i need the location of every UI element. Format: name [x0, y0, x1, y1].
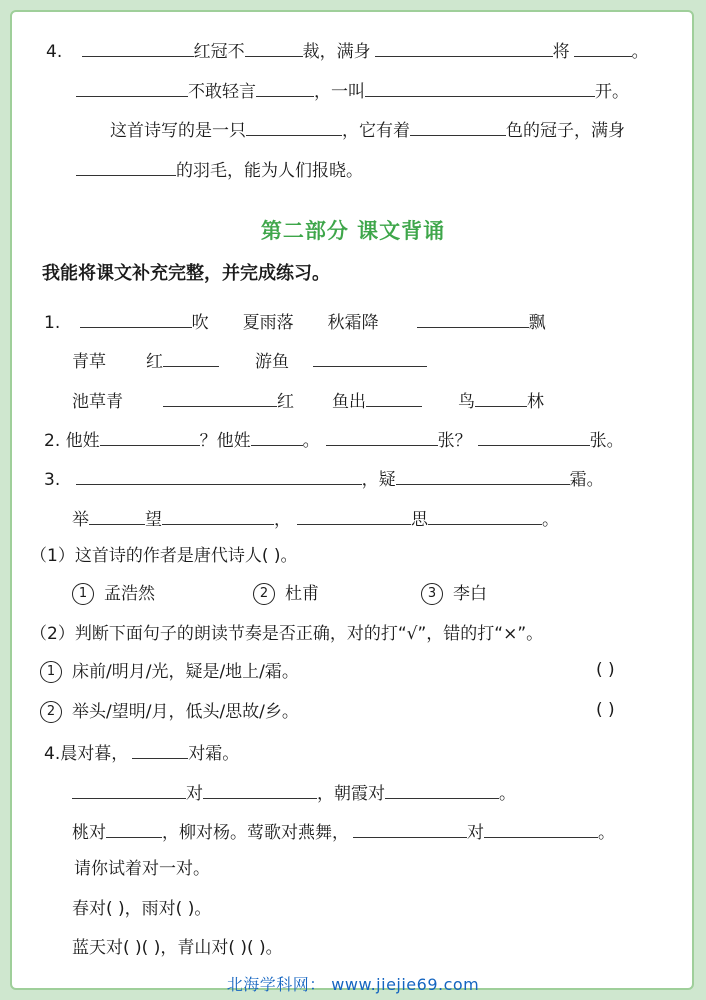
- sub2-label: （2）判断下面句子的朗读节奏是否正确，对的打“√”，错的打“×”。: [30, 624, 544, 644]
- text: 举: [72, 510, 89, 530]
- q2-line: [44, 427, 624, 453]
- text: 。: [302, 431, 320, 451]
- text: 桃对: [72, 823, 106, 843]
- text: 不敢轻言: [188, 82, 256, 102]
- text: 这首诗写的是一只: [110, 121, 246, 141]
- circle-number-icon: 1: [40, 661, 62, 683]
- sub2-item-1: [40, 660, 299, 684]
- question-number: 3.: [44, 470, 61, 490]
- text: 望: [145, 510, 162, 530]
- blank[interactable]: [396, 466, 570, 485]
- text: 对: [186, 784, 203, 804]
- text: 张。: [589, 431, 624, 451]
- text: 色的冠子，满身: [506, 121, 625, 141]
- q3-line1: [44, 466, 604, 492]
- option-a[interactable]: [72, 584, 155, 604]
- text: 秋霜降: [327, 313, 379, 333]
- q3-line2: [72, 506, 559, 532]
- text: 对: [467, 823, 484, 843]
- blank[interactable]: [417, 309, 529, 328]
- blank[interactable]: [574, 38, 632, 57]
- blank[interactable]: [162, 506, 274, 525]
- blank[interactable]: [366, 388, 422, 407]
- text: 青草: [72, 352, 106, 372]
- text: 他姓: [65, 431, 100, 451]
- text: 裁，满身: [302, 42, 371, 62]
- answer-paren[interactable]: ( ): [596, 660, 615, 680]
- blank[interactable]: [163, 348, 219, 367]
- text: 吹: [191, 313, 209, 333]
- q4-line4: 请你试着对一对。: [74, 859, 210, 879]
- question-number: 4.: [44, 744, 61, 764]
- text: 的羽毛，能为人们报晓。: [176, 161, 363, 181]
- text: 红冠不: [193, 42, 245, 62]
- blank[interactable]: [251, 427, 303, 446]
- blank[interactable]: [245, 38, 303, 57]
- text: ，柳对杨。莺歌对燕舞，: [162, 823, 349, 843]
- text: 游鱼: [255, 352, 289, 372]
- blank[interactable]: [76, 157, 176, 176]
- text: 红: [277, 392, 294, 412]
- blank[interactable]: [385, 780, 499, 799]
- text: 。: [631, 42, 649, 62]
- text: ，: [274, 510, 291, 530]
- text: ，它有着: [342, 121, 410, 141]
- blank[interactable]: [365, 78, 595, 97]
- blank[interactable]: [203, 780, 317, 799]
- blank[interactable]: [326, 427, 438, 446]
- question-number: 1.: [44, 313, 61, 333]
- option-c[interactable]: [421, 584, 487, 604]
- text: 晨对暮，: [60, 744, 129, 764]
- circle-number-icon: 3: [421, 583, 443, 605]
- sub1-label: （1）这首诗的作者是唐代诗人( )。: [30, 546, 298, 566]
- text: 李白: [453, 584, 487, 604]
- blank[interactable]: [76, 78, 188, 97]
- option-b[interactable]: [253, 584, 319, 604]
- blank[interactable]: [76, 466, 362, 485]
- text: 。: [499, 784, 516, 804]
- text: 霜。: [569, 470, 604, 490]
- part1-q4-line1: [46, 38, 649, 64]
- blank[interactable]: [410, 117, 506, 136]
- blank[interactable]: [163, 388, 277, 407]
- text: 鱼出: [332, 392, 366, 412]
- q4-line1: [44, 740, 239, 766]
- text: 飘: [528, 313, 546, 333]
- part1-q4-line2: [76, 78, 629, 104]
- q1-line2: [72, 348, 427, 374]
- text: ，一叫: [314, 82, 365, 102]
- text: 鸟: [458, 392, 475, 412]
- instruction: 我能将课文补充完整，并完成练习。: [42, 263, 330, 284]
- section-title: 第二部分 课文背诵: [260, 218, 446, 243]
- part1-q4-line3: [110, 117, 625, 143]
- text: ，朝霞对: [317, 784, 385, 804]
- blank[interactable]: [428, 506, 542, 525]
- text: ？他姓: [199, 431, 251, 451]
- blank[interactable]: [72, 780, 186, 799]
- blank[interactable]: [106, 819, 162, 838]
- question-number: 2.: [44, 431, 61, 451]
- blank[interactable]: [100, 427, 200, 446]
- question-number: 4.: [46, 42, 63, 62]
- text: 杜甫: [285, 584, 319, 604]
- text: 思: [411, 510, 428, 530]
- blank[interactable]: [375, 38, 553, 57]
- blank[interactable]: [313, 348, 427, 367]
- blank[interactable]: [475, 388, 527, 407]
- q4-line5[interactable]: 春对( )，雨对( )。: [72, 899, 212, 919]
- blank[interactable]: [132, 740, 188, 759]
- answer-paren[interactable]: ( ): [596, 700, 615, 720]
- q4-line2: [72, 780, 516, 806]
- q4-line3: [72, 819, 615, 845]
- blank[interactable]: [353, 819, 467, 838]
- text: 举头/望明/月，低头/思故/乡。: [72, 702, 299, 722]
- part1-q4-line4: [76, 157, 363, 183]
- text: 将: [552, 42, 570, 62]
- text: 。: [542, 510, 559, 530]
- text: 对霜。: [188, 744, 240, 764]
- text: 夏雨落: [242, 313, 294, 333]
- sub1-options: [72, 582, 487, 606]
- blank[interactable]: [82, 38, 194, 57]
- blank[interactable]: [297, 506, 411, 525]
- circle-number-icon: 2: [253, 583, 275, 605]
- blank[interactable]: [478, 427, 590, 446]
- blank[interactable]: [256, 78, 314, 97]
- text: 池草青: [72, 392, 123, 412]
- circle-number-icon: 2: [40, 701, 62, 723]
- text: ，疑: [361, 470, 396, 490]
- blank[interactable]: [89, 506, 145, 525]
- blank[interactable]: [80, 309, 192, 328]
- text: 开。: [595, 82, 629, 102]
- blank[interactable]: [484, 819, 598, 838]
- q1-line1: [44, 309, 546, 335]
- text: 床前/明月/光，疑是/地上/霜。: [72, 662, 299, 682]
- blank[interactable]: [246, 117, 342, 136]
- text: 张？: [437, 431, 472, 451]
- q1-line3: [72, 388, 544, 414]
- q4-line6[interactable]: 蓝天对( )( )，青山对( )( )。: [72, 938, 283, 958]
- sub2-item-2: [40, 700, 299, 724]
- circle-number-icon: 1: [72, 583, 94, 605]
- footer-watermark: 北海学科网： www.jiejie69.com: [226, 975, 480, 994]
- text: 孟浩然: [104, 584, 155, 604]
- text: 林: [527, 392, 544, 412]
- text: 。: [598, 823, 615, 843]
- text: 红: [146, 352, 163, 372]
